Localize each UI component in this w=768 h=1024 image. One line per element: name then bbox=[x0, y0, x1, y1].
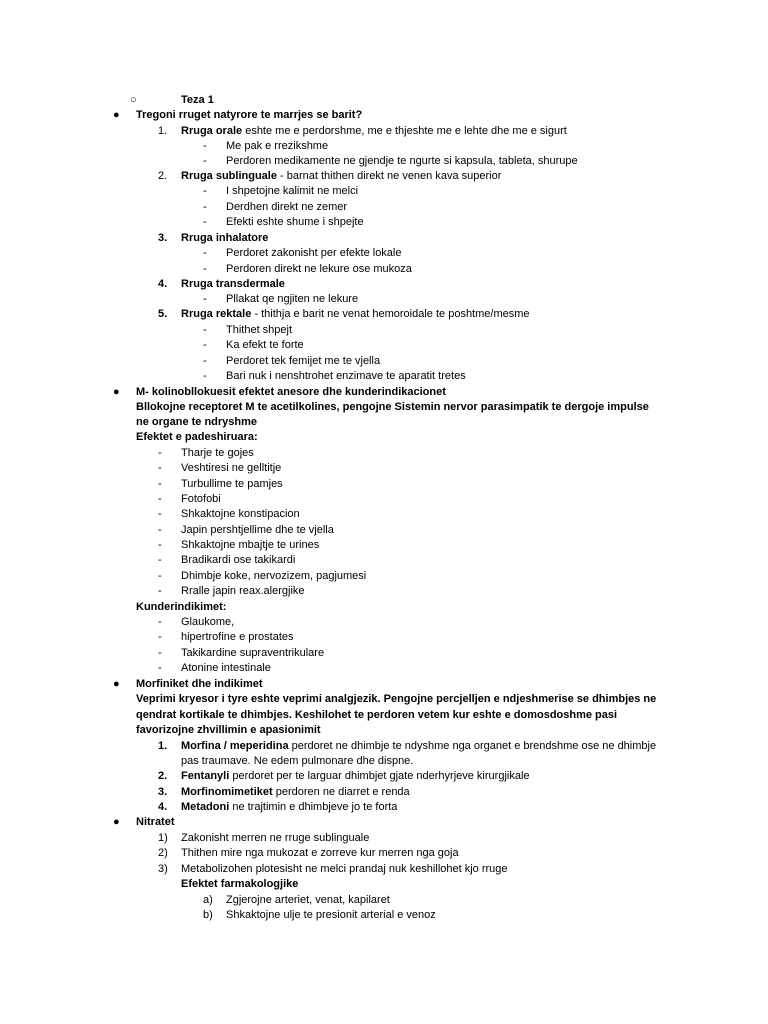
dash-marker: - bbox=[158, 570, 162, 582]
dash-marker: - bbox=[203, 324, 207, 336]
dash-marker: - bbox=[158, 462, 162, 474]
list-item: Turbullime te pamjes bbox=[181, 478, 283, 490]
list-number: 2. bbox=[158, 770, 168, 782]
list-number: 1. bbox=[158, 740, 168, 752]
list-item: Zakonisht merren ne rruge sublinguale bbox=[181, 832, 370, 844]
list-item: Bradikardi ose takikardi bbox=[181, 554, 296, 566]
list-item-continued: pas traumave. Ne edem pulmonare dhe dispne. bbox=[181, 755, 414, 767]
paragraph-line: Veprimi kryesor i tyre eshte veprimi analgjezik. Pengojne percjelljen e ndjeshmerise se dhimbjes ne bbox=[136, 693, 657, 705]
dash-marker: - bbox=[203, 370, 207, 382]
list-item: Perdoren direkt ne lekure ose mukoza bbox=[226, 263, 412, 275]
list-item: Glaukome, bbox=[181, 616, 235, 628]
list-item: Veshtiresi ne gelltitje bbox=[181, 462, 282, 474]
heading-label: Teza 1 bbox=[181, 94, 214, 106]
dash-marker: - bbox=[158, 616, 162, 628]
list-number: 2) bbox=[158, 847, 168, 859]
list-item: Thithen mire nga mukozat e zorreve kur merren nga goja bbox=[181, 847, 459, 859]
list-number: 4. bbox=[158, 801, 168, 813]
list-item: Ka efekt te forte bbox=[226, 339, 304, 351]
list-item: Bari nuk i nenshtrohet enzimave te aparatit tretes bbox=[226, 370, 466, 382]
dash-marker: - bbox=[158, 493, 162, 505]
list-number: 1. bbox=[158, 125, 168, 137]
question-title: Tregoni rruget natyrore te marrjes se barit? bbox=[136, 109, 363, 121]
list-number: b) bbox=[203, 909, 213, 921]
bullet-icon: ● bbox=[113, 816, 120, 828]
list-item: Perdoret zakonisht per efekte lokale bbox=[226, 247, 402, 259]
list-number: 3. bbox=[158, 232, 168, 244]
dash-marker: - bbox=[158, 447, 162, 459]
list-number: 4. bbox=[158, 278, 168, 290]
list-item: Perdoret tek femijet me te vjella bbox=[226, 355, 381, 367]
subheading: Kunderindikimet: bbox=[136, 601, 227, 613]
dash-marker: - bbox=[158, 631, 162, 643]
list-item: Shkaktojne konstipacion bbox=[181, 508, 300, 520]
list-item: I shpetojne kalimit ne melci bbox=[226, 185, 359, 197]
list-item: Shkaktojne ulje te presionit arterial e venoz bbox=[226, 909, 436, 921]
dash-marker: - bbox=[203, 355, 207, 367]
dash-marker: - bbox=[203, 263, 207, 275]
dash-marker: - bbox=[203, 339, 207, 351]
dash-marker: - bbox=[158, 524, 162, 536]
dash-marker: - bbox=[203, 247, 207, 259]
list-item: hipertrofine e prostates bbox=[181, 631, 294, 643]
bullet-icon: ● bbox=[113, 386, 120, 398]
paragraph-line: ne organe te ndryshme bbox=[136, 416, 258, 428]
list-item: Fentanyli perdoret per te larguar dhimbjet gjate nderhyrjeve kirurgjikale bbox=[181, 770, 530, 782]
list-item: Morfina / meperidina perdoret ne dhimbje te ndyshme nga organet e brendshme ose ne dhimbje bbox=[181, 740, 657, 752]
list-item: Rruga orale eshte me e perdorshme, me e thjeshte me e lehte dhe me e sigurt bbox=[181, 125, 567, 137]
list-number: 2. bbox=[158, 170, 168, 182]
list-item: Fotofobi bbox=[181, 493, 221, 505]
paragraph-line: favorizojne zhvillimin e apasionimit bbox=[136, 724, 321, 736]
dash-marker: - bbox=[203, 185, 207, 197]
subheading: Efektet farmakologjike bbox=[181, 878, 299, 890]
section-title: Nitratet bbox=[136, 816, 175, 828]
list-item: Atonine intestinale bbox=[181, 662, 271, 674]
heading-marker: ○ bbox=[130, 94, 137, 106]
list-item: Rruga inhalatore bbox=[181, 232, 269, 244]
dash-marker: - bbox=[203, 201, 207, 213]
dash-marker: - bbox=[158, 585, 162, 597]
dash-marker: - bbox=[158, 539, 162, 551]
list-number: 5. bbox=[158, 308, 168, 320]
dash-marker: - bbox=[158, 647, 162, 659]
list-item: Thithet shpejt bbox=[226, 324, 293, 336]
dash-marker: - bbox=[158, 478, 162, 490]
list-number: 3. bbox=[158, 786, 168, 798]
list-item: Derdhen direkt ne zemer bbox=[226, 201, 348, 213]
section-title: M- kolinobllokuesit efektet anesore dhe kunderindikacionet bbox=[136, 386, 446, 398]
dash-marker: - bbox=[203, 216, 207, 228]
list-item: Metabolizohen plotesisht ne melci prandaj nuk keshillohet kjo rruge bbox=[181, 863, 508, 875]
bullet-icon: ● bbox=[113, 109, 120, 121]
list-number: 3) bbox=[158, 863, 168, 875]
dash-marker: - bbox=[158, 554, 162, 566]
list-item: Tharje te gojes bbox=[181, 447, 254, 459]
paragraph-line: qendrat kortikale te dhimbjes. Keshilohet te perdoren vetem kur eshte e domosdoshme pasi bbox=[136, 709, 618, 721]
list-item: Me pak e rrezikshme bbox=[226, 140, 329, 152]
paragraph-line: Bllokojne receptoret M te acetilkolines, pengojne Sistemin nervor parasimpatik te dergoje impulse bbox=[136, 401, 649, 413]
dash-marker: - bbox=[203, 293, 207, 305]
list-item: Rruga rektale - thithja e barit ne venat hemoroidale te poshtme/mesme bbox=[181, 308, 530, 320]
dash-marker: - bbox=[203, 155, 207, 167]
list-item: Morfinomimetiket perdoren ne diarret e renda bbox=[181, 786, 410, 798]
list-item: Pllakat qe ngjiten ne lekure bbox=[226, 293, 359, 305]
list-item: Dhimbje koke, nervozizem, pagjumesi bbox=[181, 570, 367, 582]
list-item: Perdoren medikamente ne gjendje te ngurte si kapsula, tableta, shurupe bbox=[226, 155, 578, 167]
list-item: Shkaktojne mbajtje te urines bbox=[181, 539, 320, 551]
dash-marker: - bbox=[158, 662, 162, 674]
dash-marker: - bbox=[203, 140, 207, 152]
list-item: Efekti eshte shume i shpejte bbox=[226, 216, 364, 228]
list-item: Takikardine supraventrikulare bbox=[181, 647, 325, 659]
list-number: a) bbox=[203, 894, 213, 906]
list-item: Japin pershtjellime dhe te vjella bbox=[181, 524, 334, 536]
section-title: Morfiniket dhe indikimet bbox=[136, 678, 263, 690]
list-item: Rruga sublinguale - barnat thithen direkt ne venen kava superior bbox=[181, 170, 502, 182]
list-item: Rruga transdermale bbox=[181, 278, 285, 290]
list-item: Metadoni ne trajtimin e dhimbjeve jo te forta bbox=[181, 801, 398, 813]
list-number: 1) bbox=[158, 832, 168, 844]
list-item: Zgjerojne arteriet, venat, kapilaret bbox=[226, 894, 390, 906]
dash-marker: - bbox=[158, 508, 162, 520]
subheading: Efektet e padeshiruara: bbox=[136, 431, 258, 443]
list-item: Rralle japin reax.alergjike bbox=[181, 585, 305, 597]
bullet-icon: ● bbox=[113, 678, 120, 690]
